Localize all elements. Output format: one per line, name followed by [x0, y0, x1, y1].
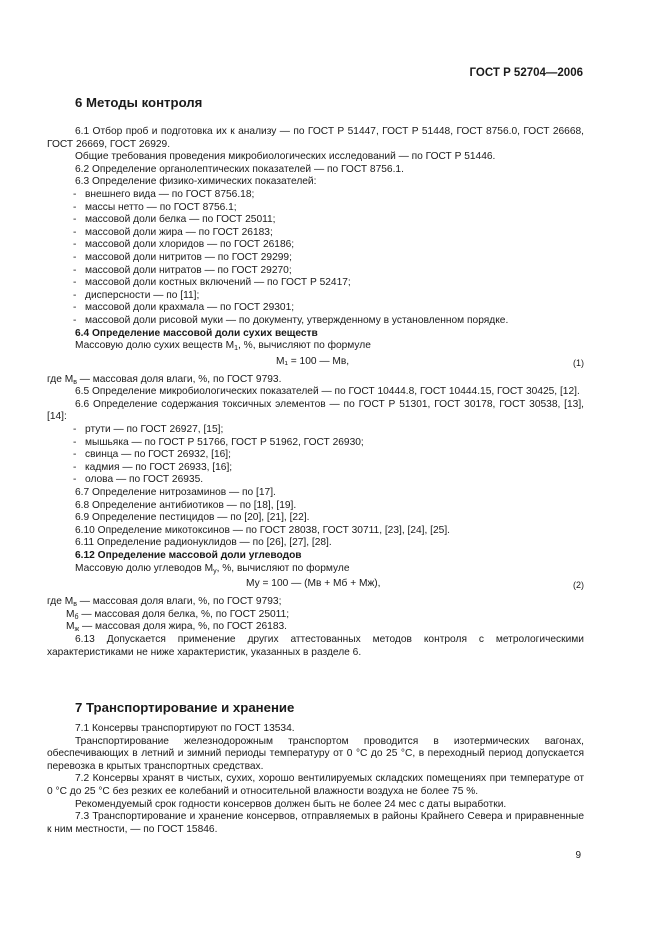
list-bullet: -	[73, 239, 77, 251]
list-item	[47, 302, 584, 315]
definition-line	[47, 609, 584, 622]
text-part: — массовая доля влаги, %, по ГОСТ 9793.	[76, 373, 282, 385]
list-item	[47, 239, 584, 252]
list-bullet: -	[73, 188, 77, 200]
list-item-text: массы нетто — по ГОСТ 8756.1;	[85, 201, 237, 213]
list-item-text: массовой доли крахмала — по ГОСТ 29301;	[85, 302, 295, 314]
list-item	[47, 189, 584, 202]
list-item-text: массовой доли костных включений — по ГОСТ Р 52417;	[85, 277, 351, 289]
list-item	[47, 474, 584, 487]
where-2	[47, 596, 584, 634]
paragraph-6-8: 6.8 Определение антибиотиков — по [18], [19].	[75, 499, 297, 511]
subscript: б	[74, 613, 79, 621]
list-item	[47, 214, 584, 227]
formula-2-number: (2)	[573, 580, 584, 591]
list-item-text: олова — по ГОСТ 26935.	[85, 474, 204, 486]
list-item	[47, 202, 584, 215]
text-part: , %, вычисляют по формуле	[216, 562, 350, 574]
text-part: М	[66, 608, 75, 620]
paragraph-6-1: 6.1 Отбор проб и подготовка их к анализу — по ГОСТ Р 51447, ГОСТ Р 51448, ГОСТ 8756.0, ГОСТ 26668, ГОСТ 26669, ГОСТ 26929.	[47, 126, 584, 150]
list-item-text: свинца — по ГОСТ 26932, [16];	[85, 449, 231, 461]
document-header: ГОСТ Р 52704—2006	[469, 67, 583, 79]
paragraph-6-5: 6.5 Определение микробиологических показателей — по ГОСТ 10444.8, ГОСТ 10444.15, ГОСТ 30425, [12].	[75, 386, 580, 398]
list-item	[47, 290, 584, 303]
paragraph-7-2-b: Рекомендуемый срок годности консервов должен быть не более 24 мес с даты выработки.	[75, 798, 507, 810]
subscript: ж	[74, 626, 80, 634]
text-part: где М	[47, 373, 74, 385]
paragraph-6-12-text	[47, 563, 584, 576]
subscript: в	[73, 378, 77, 386]
list-bullet: -	[73, 214, 77, 226]
paragraph-6-6: 6.6 Определение содержания токсичных элементов — по ГОСТ Р 51301, ГОСТ 30178, ГОСТ 30538, [13], [14]:	[47, 398, 584, 423]
list-6-3	[47, 189, 584, 328]
list-bullet: -	[73, 201, 77, 213]
list-item-text: массовой доли нитритов — по ГОСТ 29299;	[85, 251, 292, 263]
section-6-content	[47, 126, 584, 659]
subscript: в	[73, 601, 77, 609]
list-bullet: -	[73, 226, 77, 238]
text-part: где М	[47, 596, 74, 608]
formula-1-expression: М₁ = 100 — Мв,	[276, 355, 350, 367]
list-item-text: массовой доли белка — по ГОСТ 25011;	[85, 214, 276, 226]
list-item-text: мышьяка — по ГОСТ Р 51766, ГОСТ Р 51962, ГОСТ 26930;	[85, 436, 364, 448]
list-bullet: -	[73, 264, 77, 276]
paragraph-6-4-text	[47, 340, 584, 353]
paragraph-6-1-b: Общие требования проведения микробиологических исследований — по ГОСТ Р 51446.	[75, 151, 496, 163]
list-bullet: -	[73, 436, 77, 448]
list-6-6	[47, 424, 584, 487]
formula-2-expression: Му = 100 — (Мв + Мб + Мж),	[246, 578, 381, 590]
paragraph-6-9: 6.9 Определение пестицидов — по [20], [21], [22].	[75, 512, 310, 524]
list-bullet: -	[73, 424, 77, 436]
paragraph-6-12-title: 6.12 Определение массовой доли углеводов	[75, 550, 302, 561]
paragraph-6-4-title: 6.4 Определение массовой доли сухих веществ	[75, 327, 318, 339]
text-part: — массовая доля влаги, %, по ГОСТ 9793;	[76, 596, 282, 608]
paragraph-6-2: 6.2 Определение органолептических показателей — по ГОСТ 8756.1.	[75, 163, 404, 175]
list-item-text: ртути — по ГОСТ 26927, [15];	[85, 424, 224, 436]
formula-2	[47, 578, 584, 593]
list-bullet: -	[73, 474, 77, 486]
definition-line	[47, 596, 584, 609]
list-item-text: массовой доли хлоридов — по ГОСТ 26186;	[85, 239, 295, 251]
list-item	[47, 462, 584, 475]
list-item	[47, 265, 584, 278]
paragraph-6-10: 6.10 Определение микотоксинов — по ГОСТ 28038, ГОСТ 30711, [23], [24], [25].	[75, 524, 450, 536]
paragraph-7-1: 7.1 Консервы транспортируют по ГОСТ 13534.	[75, 723, 295, 734]
page-number: 9	[575, 850, 581, 861]
list-item-text: дисперсности — по [11];	[85, 289, 200, 301]
list-item-text: внешнего вида — по ГОСТ 8756.18;	[85, 188, 255, 200]
paragraph-6-13: 6.13 Допускается применение других аттестованных методов контроля с метрологическими характеристиками не ниже характеристик, указанных в разделе 6.	[47, 633, 584, 658]
text-part: Массовую долю сухих веществ М	[75, 340, 235, 352]
where-1	[47, 374, 584, 387]
definition-line	[47, 621, 584, 634]
paragraph-6-3: 6.3 Определение физико-химических показателей:	[75, 176, 317, 188]
list-bullet: -	[73, 461, 77, 473]
paragraph-7-1-b: Транспортирование железнодорожным транспортом проводится в изотермических вагонах, обеспечивающих в летний и зимний периоды температуру от 0 °С до 25 °С, в переходный период допускается перевозка в крытых транспортных средствах.	[47, 735, 584, 772]
text-part: Массовую долю углеводов М	[75, 562, 214, 574]
section-7-title: 7 Транспортирование и хранение	[75, 700, 295, 715]
section-6-title: 6 Методы контроля	[75, 95, 203, 110]
list-item-text: массовой доли жира — по ГОСТ 26183;	[85, 226, 273, 238]
paragraph-6-11: 6.11 Определение радионуклидов — по [26], [27], [28].	[75, 537, 332, 549]
list-item	[47, 227, 584, 240]
formula-1-number: (1)	[573, 357, 584, 368]
paragraph-7-3: 7.3 Транспортирование и хранение консервов, отправляемых в районы Крайнего Севера и приравненные к ним местности, — по ГОСТ 15846.	[47, 811, 584, 835]
formula-1	[47, 356, 584, 371]
list-bullet: -	[73, 314, 77, 326]
list-item	[47, 437, 584, 450]
text-part: , %, вычисляют по формуле	[237, 340, 371, 352]
list-item	[47, 277, 584, 290]
section-7-content	[47, 723, 584, 836]
list-item	[47, 424, 584, 437]
list-bullet: -	[73, 277, 77, 289]
list-item	[47, 449, 584, 462]
text-part: — массовая доля жира, %, по ГОСТ 26183.	[79, 621, 287, 633]
paragraph-6-7: 6.7 Определение нитрозаминов — по [17].	[75, 487, 276, 499]
list-bullet: -	[73, 302, 77, 314]
list-bullet: -	[73, 289, 77, 301]
list-item-text: массовой доли нитратов — по ГОСТ 29270;	[85, 264, 292, 276]
list-item-text: массовой доли рисовой муки — по документу, утвержденному в установленном порядке.	[85, 314, 509, 326]
text-part: М	[66, 621, 75, 633]
subscript: 1	[234, 345, 238, 353]
paragraph-7-2: 7.2 Консервы хранят в чистых, сухих, хорошо вентилируемых складских помещениях при температуре от 0 °С до 25 °С без резких ее колебаний и относительной влажности воздуха не более 75 %.	[47, 773, 584, 797]
list-bullet: -	[73, 449, 77, 461]
list-bullet: -	[73, 251, 77, 263]
subscript: у	[213, 567, 217, 575]
text-part: — массовая доля белка, %, по ГОСТ 25011;	[78, 608, 290, 620]
list-item-text: кадмия — по ГОСТ 26933, [16];	[85, 461, 233, 473]
list-item	[47, 252, 584, 265]
list-item	[47, 315, 584, 328]
